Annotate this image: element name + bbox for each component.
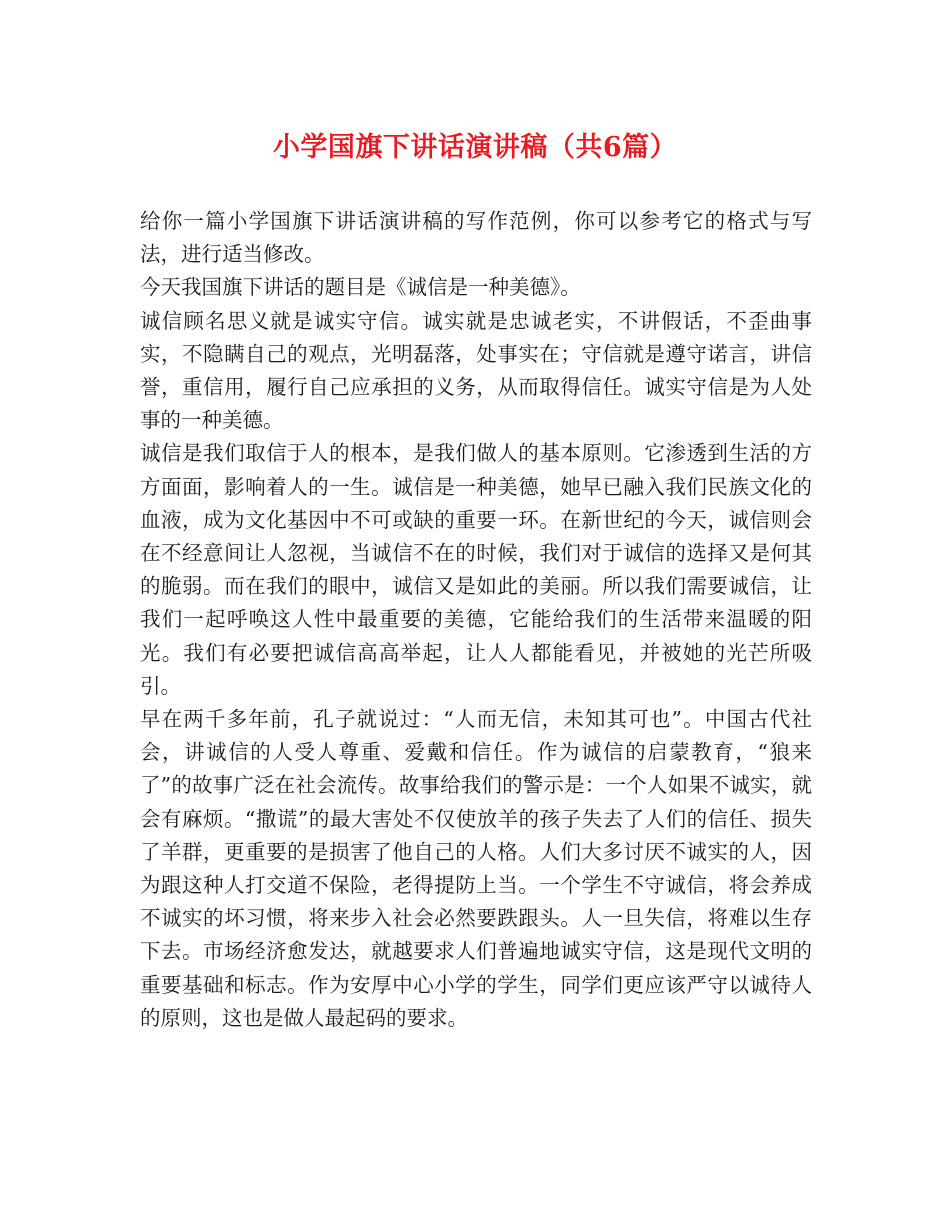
paragraph-intro: 给你一篇小学国旗下讲话演讲稿的写作范例，你可以参考它的格式与写法，进行适当修改。	[140, 209, 812, 267]
paragraph-topic: 今天我国旗下讲话的题目是《诚信是一种美德》。	[140, 275, 581, 300]
document-title: 小学国旗下讲话演讲稿（共6篇）	[272, 132, 678, 163]
paragraph-importance: 诚信是我们取信于人的根本，是我们做人的基本原则。它渗透到生活的方方面面，影响着人的一生。诚信是一种美德，她早已融入我们民族文化的血液，成为文化基因中不可或缺的重要一环。在新世纪的今天，诚信则会在不经意间让人忽视，当诚信不在的时候，我们对于诚信的选择又是何其的脆弱。而在我们的眼中，诚信又是如此的美丽。所以我们需要诚信，让我们一起呼唤这人性中最重要的美德，它能给我们的生活带来温暖的阳光。我们有必要把诚信高高举起，让人人都能看见，并被她的光芒所吸引。	[140, 441, 812, 698]
paragraph-history: 早在两千多年前，孔子就说过：“人而无信，未知其可也”。中国古代社会，讲诚信的人受人尊重、爱戴和信任。作为诚信的启蒙教育，“狼来了”的故事广泛在社会流传。故事给我们的警示是：一个人如果不诚实，就会有麻烦。“撒谎”的最大害处不仅使放羊的孩子失去了人们的信任、损失了羊群，更重要的是损害了他自己的人格。人们大多讨厌不诚实的人，因为跟这种人打交道不保险，老得提防上当。一个学生不守诚信，将会养成不诚实的坏习惯，将来步入社会必然要跌跟头。人一旦失信，将难以生存下去。市场经济愈发达，就越要求人们普遍地诚实守信，这是现代文明的重要基础和标志。作为安厚中心小学的学生，同学们更应该严守以诚待人的原则，这也是做人最起码的要求。	[140, 707, 812, 1030]
document-body	[140, 205, 812, 1035]
paragraph-definition: 诚信顾名思义就是诚实守信。诚实就是忠诚老实，不讲假话，不歪曲事实，不隐瞒自己的观点，光明磊落，处事实在；守信就是遵守诺言，讲信誉，重信用，履行自己应承担的义务，从而取得信任。诚实守信是为人处事的一种美德。	[140, 308, 812, 433]
